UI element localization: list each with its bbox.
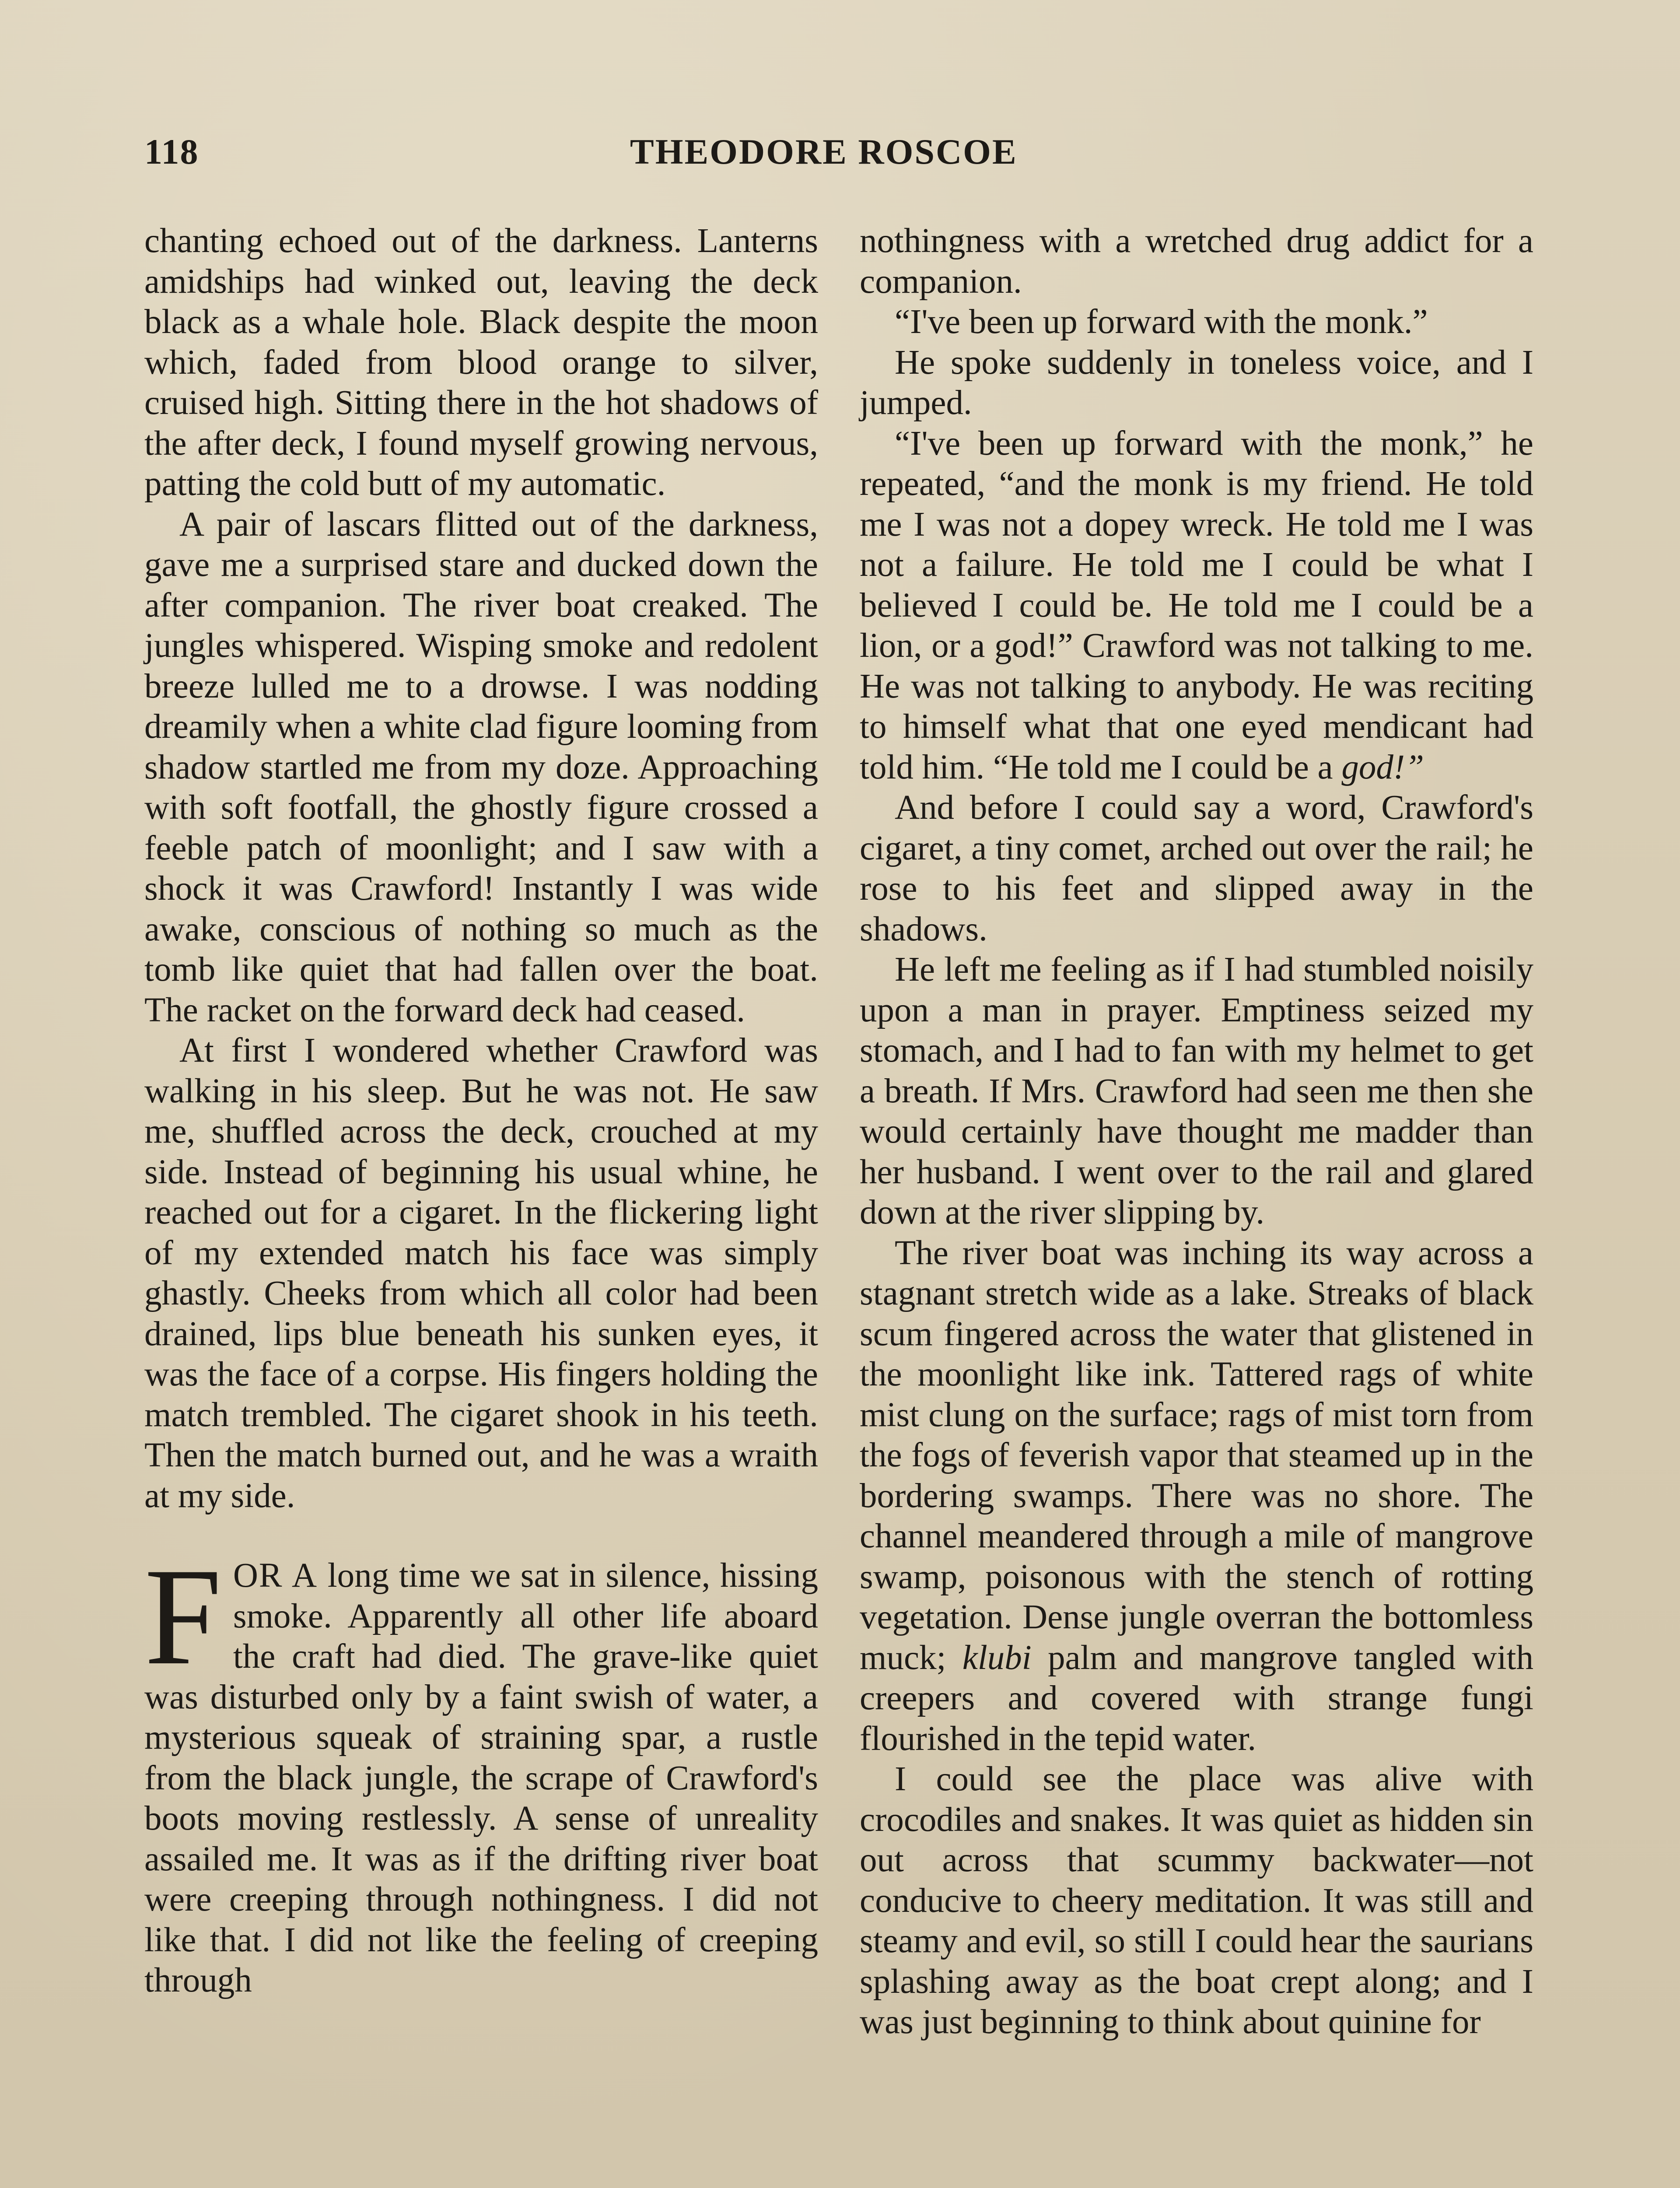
paragraph: I could see the place was alive with crocodiles and snakes. It was quiet as hidden sin out across that scummy backwater—not conducive to cheery meditation. It was still and steamy and evil, so still I could hear the saurians splashing away as the boat crept along; and I was just beginning to think about quinine for <box>860 1760 1533 2041</box>
paragraph-text: The river boat was inching its way across a stagnant stretch wide as a lake. Streaks of black scum fingered across the water that glistened in the moonlight like ink. Tattered rags of white mist clung on the surface; rags of mist torn from the fogs of feverish vapor that steamed up in the bordering swamps. There was no shore. The channel meandered through a mile of mangrove swamp, poisonous with the stench of rotting vegetation. Dense jungle overran the bottomless muck; <box>860 1234 1533 1677</box>
italic-text: god!” <box>1341 748 1424 786</box>
small-caps-lead: OR A <box>233 1557 318 1595</box>
paragraph: nothingness with a wretched drug addict for a companion. <box>860 222 1533 301</box>
left-column <box>144 221 818 2001</box>
right-column <box>860 221 1533 2043</box>
paragraph: “I've been up forward with the monk.” <box>895 303 1428 341</box>
running-head: THEODORE ROSCOE <box>630 132 1018 172</box>
paragraph: And before I could say a word, Crawford's cigaret, a tiny comet, arched out over the rail; he rose to his feet and slipped away in the shadows. <box>860 789 1533 948</box>
paragraph: He left me feeling as if I had stumbled noisily upon a man in prayer. Emptiness seized my stomach, and I had to fan with my helmet to get a breath. If Mrs. Crawford had seen me then she would certainly have thought me madder than her husband. I went over to the rail and glared down at the river slipping by. <box>860 950 1533 1231</box>
paragraph-text: “I've been up forward with the monk,” he repeated, “and the monk is my friend. He told me I was not a dopey wreck. He told me I was not a failure. He told me I could be what I believed I could be. He told me I could be a lion, or a god!” Crawford was not talking to me. He was not talking to anybody. He was reciting to himself what that one eyed mendicant had told him. “He told me I could be a <box>860 424 1533 786</box>
paragraph-text: palm and mangrove tangled with creepers and covered with strange fungi flourished in the tepid water. <box>860 1638 1533 1758</box>
section-opening-paragraph <box>144 1539 819 2001</box>
paragraph: A pair of lascars flitted out of the darkness, gave me a surprised stare and ducked down the after companion. The river boat creaked. The jungles whispered. Wisping smoke and redolent breeze lulled me to a drowse. I was nodding dreamily when a white clad figure looming from shadow startled me from my doze. Approaching with soft footfall, the ghostly figure crossed a feeble patch of moonlight; and I saw with a shock it was Crawford! Instantly I was wide awake, conscious of nothing so much as the tomb like quiet that had fallen over the boat. The racket on the forward deck had ceased. <box>144 505 818 1029</box>
paragraph: chanting echoed out of the darkness. Lanterns amidships had winked out, leaving the deck black as a whale hole. Black despite the moon which, faded from blood orange to silver, cruised high. Sitting there in the hot shadows of the after deck, I found myself growing nervous, patting the cold butt of my automatic. <box>144 222 818 503</box>
page-number: 118 <box>144 132 199 172</box>
paragraph: At first I wondered whether Crawford was walking in his sleep. But he was not. He saw me, shuffled across the deck, crouched at my side. Instead of beginning his usual whine, he reached out for a cigaret. In the flickering light of my extended match his face was simply ghastly. Cheeks from which all color had been drained, lips blue beneath his sunken eyes, it was the face of a corpse. His fingers holding the match trembled. The cigaret shook in his teeth. Then the match burned out, and he was a wraith at my side. <box>144 1031 818 1515</box>
italic-text: klubi <box>962 1638 1032 1677</box>
paragraph <box>860 1233 1533 1760</box>
paragraph-text: long time we sat in silence, hissing smoke. Apparently all other life aboard the craft had died. The grave-like quiet was disturbed only by a faint swish of water, a mysterious squeak of straining spar, a rustle from the black jungle, the scrape of Crawford's boots moving restlessly. A sense of unreality assailed me. It was as if the drifting river boat were creeping through nothingness. I did not like that. I did not like the feeling of creeping through <box>144 1557 819 1999</box>
drop-cap: F <box>144 1539 222 1694</box>
paragraph <box>860 424 1533 788</box>
paragraph: He spoke suddenly in toneless voice, and I jumped. <box>860 343 1533 422</box>
